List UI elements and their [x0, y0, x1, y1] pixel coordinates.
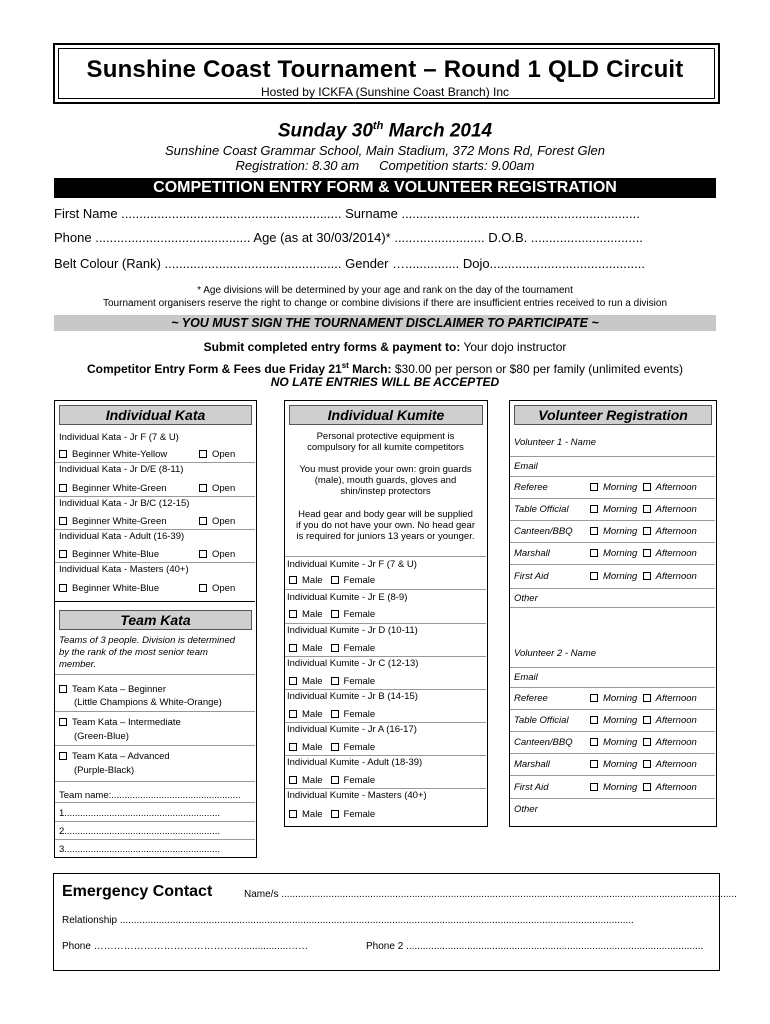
checkbox[interactable] [289, 644, 297, 652]
team-option-sub: (Green-Blue) [74, 731, 129, 742]
divider [55, 745, 255, 746]
emergency-relationship-field[interactable]: Relationship ......................................................................................................................................................................................... [62, 915, 634, 926]
divider [285, 689, 486, 690]
team-option-sub: (Little Champions & White-Orange) [74, 697, 222, 708]
organisers-note: Tournament organisers reserve the right to change or combine divisions if there are insufficient entries received to run a division [103, 298, 667, 309]
volunteer-2-email[interactable]: Email [514, 672, 538, 683]
checkbox[interactable] [289, 776, 297, 784]
kata-column [54, 400, 257, 858]
divider [55, 802, 255, 803]
kumite-group-label: Individual Kumite - Jr F (7 & U) [287, 559, 417, 570]
role-label: Canteen/BBQ [514, 526, 573, 537]
checkbox[interactable] [331, 644, 339, 652]
checkbox[interactable] [643, 738, 651, 746]
kumite-gender-options[interactable]: Male Female [289, 575, 375, 586]
volunteer-column [509, 400, 717, 827]
kumite-gender-options[interactable]: Male Female [289, 676, 375, 687]
divider [55, 529, 255, 530]
team-desc: by the rank of the most senior team [59, 647, 208, 658]
role-label: Referee [514, 482, 548, 493]
checkbox[interactable] [331, 710, 339, 718]
event-date [0, 120, 770, 142]
checkbox[interactable] [59, 450, 67, 458]
team-member-3[interactable]: 3........................................................... [59, 844, 221, 855]
team-option[interactable]: Team Kata – Advanced [59, 751, 170, 762]
divider [510, 542, 715, 543]
volunteer-1-email[interactable]: Email [514, 461, 538, 472]
team-desc: Teams of 3 people. Division is determined [59, 635, 236, 646]
role-label: First Aid [514, 782, 549, 793]
kata-group-label: Individual Kata - Jr D/E (8-11) [59, 464, 184, 475]
kumite-group-label: Individual Kumite - Jr A (16-17) [287, 724, 417, 735]
role-label: Referee [514, 693, 548, 704]
kata-option-beginner[interactable]: Beginner White-Blue [59, 549, 159, 560]
kumite-header: Individual Kumite [289, 405, 483, 425]
kata-option-open[interactable]: Open [199, 583, 235, 594]
checkbox[interactable] [289, 610, 297, 618]
team-option[interactable]: Team Kata – Intermediate [59, 717, 181, 728]
role-label: Table Official [514, 715, 569, 726]
checkbox[interactable] [643, 694, 651, 702]
registration-time: Registration: 8.30 am [235, 158, 360, 173]
divider [510, 798, 715, 799]
registration-times [0, 158, 770, 173]
team-member-2[interactable]: 2........................................................... [59, 826, 221, 837]
checkbox[interactable] [643, 549, 651, 557]
checkbox[interactable] [590, 549, 598, 557]
shift-options[interactable]: Morning Afternoon [590, 759, 697, 770]
divider [55, 839, 255, 840]
form-title: COMPETITION ENTRY FORM & VOLUNTEER REGISTRATION [54, 178, 716, 198]
kata-option-open[interactable]: Open [199, 516, 235, 527]
checkbox[interactable] [289, 743, 297, 751]
checkbox[interactable] [59, 584, 67, 592]
checkbox[interactable] [590, 694, 598, 702]
kata-header: Individual Kata [59, 405, 252, 425]
volunteer-1-name[interactable]: Volunteer 1 - Name [514, 437, 597, 448]
checkbox[interactable] [59, 517, 67, 525]
no-late-entries: NO LATE ENTRIES WILL BE ACCEPTED [270, 375, 500, 389]
role-label: Table Official [514, 504, 569, 515]
submit-line [0, 340, 770, 354]
event-date-sup: th [372, 120, 384, 132]
kumite-group-label: Individual Kumite - Adult (18-39) [287, 757, 423, 768]
kumite-gender-options[interactable]: Male Female [289, 775, 375, 786]
kata-group-label: Individual Kata - Adult (16-39) [59, 531, 185, 542]
emergency-phone-field[interactable]: Phone ………………………………………................…… [62, 941, 309, 952]
checkbox[interactable] [59, 718, 67, 726]
divider [510, 520, 715, 521]
checkbox[interactable] [199, 550, 207, 558]
divider [55, 496, 255, 497]
kumite-group-label: Individual Kumite - Jr C (12-13) [287, 658, 419, 669]
checkbox[interactable] [643, 760, 651, 768]
kumite-info-2: You must provide your own: groin guards (male), mouth guards, gloves and shin/instep protectors [299, 464, 472, 497]
divider [285, 722, 486, 723]
kata-option-beginner[interactable]: Beginner White-Yellow [59, 449, 167, 460]
divider [510, 731, 715, 732]
divider [55, 601, 255, 602]
emergency-title: Emergency Contact [62, 883, 213, 900]
checkbox[interactable] [59, 752, 67, 760]
checkbox[interactable] [289, 677, 297, 685]
submit-value: Your dojo instructor [463, 340, 567, 354]
divider [510, 476, 715, 477]
shift-options[interactable]: Morning Afternoon [590, 571, 697, 582]
checkbox[interactable] [643, 527, 651, 535]
volunteer-1-other[interactable]: Other [514, 593, 538, 604]
divider [55, 711, 255, 712]
checkbox[interactable] [199, 484, 207, 492]
venue: Sunshine Coast Grammar School, Main Stadium, 372 Mons Rd, Forest Glen [164, 143, 606, 158]
kata-option-beginner[interactable]: Beginner White-Green [59, 516, 167, 527]
page-title: Sunshine Coast Tournament – Round 1 QLD Circuit [86, 56, 684, 83]
divider [285, 755, 486, 756]
hosted-by: Hosted by ICKFA (Sunshine Coast Branch) Inc [260, 85, 510, 99]
emergency-name-field[interactable]: Name/s .................................................................................................................................................................... [244, 889, 737, 900]
volunteer-2-name[interactable]: Volunteer 2 - Name [514, 648, 597, 659]
volunteer-header: Volunteer Registration [514, 405, 712, 425]
checkbox[interactable] [59, 550, 67, 558]
checkbox[interactable] [590, 572, 598, 580]
checkbox[interactable] [331, 610, 339, 618]
kumite-group-label: Individual Kumite - Masters (40+) [287, 790, 427, 801]
checkbox[interactable] [590, 760, 598, 768]
checkbox[interactable] [331, 776, 339, 784]
divider [285, 623, 486, 624]
checkbox[interactable] [289, 810, 297, 818]
kumite-gender-options[interactable]: Male Female [289, 809, 375, 820]
shift-options[interactable]: Morning Afternoon [590, 693, 697, 704]
kata-option-open[interactable]: Open [199, 483, 235, 494]
event-date-rest: March 2014 [383, 120, 493, 142]
role-label: Marshall [514, 548, 550, 559]
checkbox[interactable] [643, 783, 651, 791]
kata-option-beginner[interactable]: Beginner White-Blue [59, 583, 159, 594]
checkbox[interactable] [59, 685, 67, 693]
checkbox[interactable] [331, 810, 339, 818]
submit-label: Submit completed entry forms & payment to: [203, 340, 461, 354]
role-label: First Aid [514, 571, 549, 582]
emergency-contact-box [53, 873, 737, 971]
divider [285, 556, 486, 557]
divider [510, 588, 715, 589]
age-note: * Age divisions will be determined by your age and rank on the day of the tournament [197, 285, 573, 296]
kumite-group-label: Individual Kumite - Jr B (14-15) [287, 691, 418, 702]
checkbox[interactable] [289, 710, 297, 718]
emergency-phone2-field[interactable]: Phone 2 ........................................................................................................... [366, 941, 704, 952]
divider [510, 687, 715, 688]
kata-option-open[interactable]: Open [199, 549, 235, 560]
checkbox[interactable] [59, 484, 67, 492]
fees-line [0, 361, 770, 376]
kumite-group-label: Individual Kumite - Jr D (10-11) [287, 625, 418, 636]
checkbox[interactable] [331, 677, 339, 685]
kumite-info-1: Personal protective equipment is compulsory for all kumite competitors [307, 431, 464, 453]
checkbox[interactable] [590, 783, 598, 791]
shift-options[interactable]: Morning Afternoon [590, 482, 697, 493]
checkbox[interactable] [199, 517, 207, 525]
kumite-info-3: Head gear and body gear will be supplied if you do not have your own. No head gear is required for juniors 13 years or younger. [295, 509, 476, 542]
divider [55, 821, 255, 822]
kata-option-open[interactable]: Open [199, 449, 235, 460]
divider [510, 498, 715, 499]
checkbox[interactable] [331, 576, 339, 584]
divider [55, 562, 255, 563]
checkbox[interactable] [590, 505, 598, 513]
checkbox[interactable] [643, 483, 651, 491]
shift-options[interactable]: Morning Afternoon [590, 782, 697, 793]
divider [285, 589, 486, 590]
shift-options[interactable]: Morning Afternoon [590, 526, 697, 537]
shift-options[interactable]: Morning Afternoon [590, 737, 697, 748]
team-option-sub: (Purple-Black) [74, 765, 135, 776]
disclaimer-bar: ~ YOU MUST SIGN THE TOURNAMENT DISCLAIMER TO PARTICIPATE ~ [54, 315, 716, 331]
kumite-gender-options[interactable]: Male Female [289, 742, 375, 753]
kata-group-label: Individual Kata - Jr F (7 & U) [59, 432, 179, 443]
team-name-field[interactable]: Team name:................................................. [59, 790, 241, 801]
divider [510, 709, 715, 710]
kumite-gender-options[interactable]: Male Female [289, 709, 375, 720]
divider [510, 667, 715, 668]
fees-label-a: Competitor Entry Form & Fees due Friday 21 [86, 362, 342, 376]
kata-group-label: Individual Kata - Masters (40+) [59, 564, 189, 575]
checkbox[interactable] [199, 450, 207, 458]
checkbox[interactable] [199, 584, 207, 592]
fees-label-sup: st [341, 361, 349, 370]
kata-option-beginner[interactable]: Beginner White-Green [59, 483, 167, 494]
shift-options[interactable]: Morning Afternoon [590, 548, 697, 559]
volunteer-2-other[interactable]: Other [514, 804, 538, 815]
divider [55, 674, 255, 675]
checkbox[interactable] [590, 738, 598, 746]
checkbox[interactable] [643, 716, 651, 724]
divider [285, 788, 486, 789]
shift-options[interactable]: Morning Afternoon [590, 715, 697, 726]
checkbox[interactable] [590, 483, 598, 491]
kumite-gender-options[interactable]: Male Female [289, 643, 375, 654]
divider [55, 462, 255, 463]
fees-label-b: March: [348, 362, 392, 376]
divider [55, 781, 255, 782]
role-label: Marshall [514, 759, 550, 770]
kumite-group-label: Individual Kumite - Jr E (8-9) [287, 592, 408, 603]
divider [285, 656, 486, 657]
kumite-gender-options[interactable]: Male Female [289, 609, 375, 620]
checkbox[interactable] [289, 576, 297, 584]
field-row-name[interactable]: First Name ............................................................. Surname .................................................................. [54, 206, 640, 221]
field-row-phone[interactable]: Phone ........................................... Age (as at 30/03/2014)* ......................... D.O.B. ............................... [54, 230, 643, 245]
divider [510, 456, 715, 457]
team-desc: member. [59, 659, 97, 670]
event-date-main: Sunday 30 [277, 120, 373, 142]
divider [510, 775, 715, 776]
checkbox[interactable] [643, 505, 651, 513]
checkbox[interactable] [590, 527, 598, 535]
kumite-column [284, 400, 488, 827]
team-member-1[interactable]: 1........................................................... [59, 808, 221, 819]
kata-group-label: Individual Kata - Jr B/C (12-15) [59, 498, 190, 509]
team-option[interactable]: Team Kata – Beginner [59, 684, 166, 695]
fees-value: $30.00 per person or $80 per family (unlimited events) [394, 362, 684, 376]
role-label: Canteen/BBQ [514, 737, 573, 748]
shift-options[interactable]: Morning Afternoon [590, 504, 697, 515]
checkbox[interactable] [331, 743, 339, 751]
divider [510, 753, 715, 754]
team-kata-header: Team Kata [59, 610, 252, 630]
divider [510, 607, 715, 608]
competition-time: Competition starts: 9.00am [379, 158, 535, 173]
checkbox[interactable] [643, 572, 651, 580]
field-row-belt[interactable]: Belt Colour (Rank) ................................................. Gender …............... Dojo........................................... [54, 256, 645, 271]
divider [510, 564, 715, 565]
checkbox[interactable] [590, 716, 598, 724]
